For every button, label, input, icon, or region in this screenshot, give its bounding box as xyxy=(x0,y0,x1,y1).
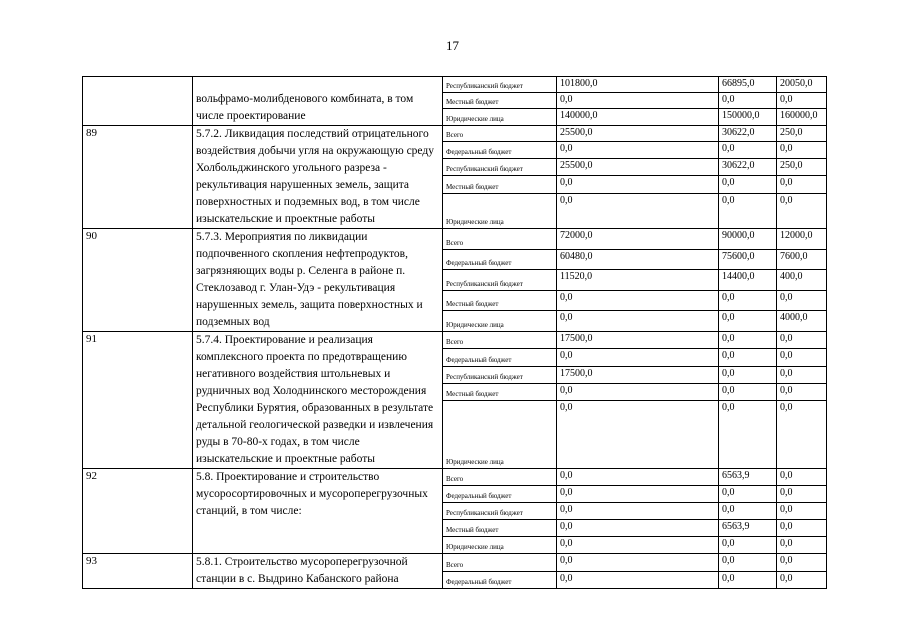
amount-year-3: 0,0 xyxy=(777,349,827,366)
amount-year-1: 0,0 xyxy=(557,571,719,589)
funding-source: Федеральный бюджет xyxy=(443,142,557,159)
amount-year-3: 0,0 xyxy=(777,176,827,193)
amount-year-1: 0,0 xyxy=(557,142,719,159)
amount-year-3: 250,0 xyxy=(777,126,827,142)
funding-source: Юридические лица xyxy=(443,193,557,228)
table-row xyxy=(83,469,827,486)
amount-year-2: 6563,9 xyxy=(719,469,777,486)
amount-year-2: 90000,0 xyxy=(719,229,777,250)
amount-year-2: 0,0 xyxy=(719,332,777,349)
funding-source: Республиканский бюджет xyxy=(443,270,557,291)
amount-year-1: 0,0 xyxy=(557,401,719,469)
amount-year-2: 0,0 xyxy=(719,142,777,159)
amount-year-2: 0,0 xyxy=(719,193,777,228)
amount-year-1: 0,0 xyxy=(557,176,719,193)
table-row xyxy=(83,554,827,572)
measure-description: 5.7.2. Ликвидация последствий отрицательного воздействия добычи угля на окружающую среду Холбольджинского угольного разреза - рекультивация нарушенных земель, защита поверхностных и подземных вод, в том числе изыскательские и проектные работы xyxy=(193,126,443,229)
amount-year-1: 0,0 xyxy=(557,193,719,228)
measure-description: 5.7.3. Мероприятия по ликвидации подпочвенного скопления нефтепродуктов, загрязняющих воды р. Селенга в районе п. Стеклозавод г. Улан-Удэ - рекультивация нарушенных земель, защита поверхностных и подземных вод xyxy=(193,229,443,332)
amount-year-2: 14400,0 xyxy=(719,270,777,291)
amount-year-2: 0,0 xyxy=(719,383,777,400)
amount-year-2: 0,0 xyxy=(719,503,777,520)
amount-year-1: 101800,0 xyxy=(557,77,719,93)
row-number: 91 xyxy=(83,332,193,469)
amount-year-1: 17500,0 xyxy=(557,366,719,383)
table-body xyxy=(83,77,827,589)
funding-source: Всего xyxy=(443,469,557,486)
amount-year-1: 0,0 xyxy=(557,503,719,520)
funding-source: Местный бюджет xyxy=(443,176,557,193)
amount-year-3: 0,0 xyxy=(777,383,827,400)
amount-year-1: 0,0 xyxy=(557,383,719,400)
amount-year-1: 0,0 xyxy=(557,469,719,486)
amount-year-1: 0,0 xyxy=(557,554,719,572)
row-number: 92 xyxy=(83,469,193,554)
amount-year-3: 0,0 xyxy=(777,142,827,159)
funding-source: Федеральный бюджет xyxy=(443,349,557,366)
amount-year-3: 0,0 xyxy=(777,486,827,503)
funding-source: Юридические лица xyxy=(443,311,557,332)
amount-year-1: 60480,0 xyxy=(557,249,719,270)
amount-year-1: 0,0 xyxy=(557,520,719,537)
funding-source: Республиканский бюджет xyxy=(443,503,557,520)
amount-year-3: 0,0 xyxy=(777,554,827,572)
amount-year-2: 6563,9 xyxy=(719,520,777,537)
amount-year-1: 72000,0 xyxy=(557,229,719,250)
table-row xyxy=(83,332,827,349)
row-number: 90 xyxy=(83,229,193,332)
table-row xyxy=(83,126,827,142)
measure-description: вольфрамо-молибденового комбината, в том числе проектирование xyxy=(193,77,443,126)
table-row xyxy=(83,77,827,93)
funding-source: Местный бюджет xyxy=(443,93,557,109)
amount-year-3: 0,0 xyxy=(777,290,827,311)
amount-year-1: 17500,0 xyxy=(557,332,719,349)
funding-source: Республиканский бюджет xyxy=(443,159,557,176)
amount-year-1: 0,0 xyxy=(557,290,719,311)
measure-description: 5.7.4. Проектирование и реализация комплексного проекта по предотвращению негативного воздействия штольневых и рудничных вод Холоднинского месторождения Республики Бурятия, образованных в результате детальной геологической разведки и извлечения руды в 70-80-х годах, в том числе изыскательские и проектные работы xyxy=(193,332,443,469)
row-number xyxy=(83,77,193,126)
table-row xyxy=(83,229,827,250)
funding-source: Республиканский бюджет xyxy=(443,77,557,93)
amount-year-3: 400,0 xyxy=(777,270,827,291)
amount-year-3: 7600,0 xyxy=(777,249,827,270)
amount-year-3: 0,0 xyxy=(777,537,827,554)
measure-description: 5.8. Проектирование и строительство мусоросортировочных и мусороперегрузочных станций, в том числе: xyxy=(193,469,443,554)
amount-year-1: 11520,0 xyxy=(557,270,719,291)
amount-year-3: 0,0 xyxy=(777,193,827,228)
amount-year-2: 0,0 xyxy=(719,311,777,332)
amount-year-3: 160000,0 xyxy=(777,109,827,126)
amount-year-3: 12000,0 xyxy=(777,229,827,250)
amount-year-1: 0,0 xyxy=(557,93,719,109)
amount-year-1: 25500,0 xyxy=(557,126,719,142)
amount-year-3: 250,0 xyxy=(777,159,827,176)
amount-year-2: 0,0 xyxy=(719,290,777,311)
funding-source: Юридические лица xyxy=(443,401,557,469)
amount-year-2: 30622,0 xyxy=(719,126,777,142)
amount-year-2: 0,0 xyxy=(719,401,777,469)
funding-source: Всего xyxy=(443,229,557,250)
amount-year-1: 140000,0 xyxy=(557,109,719,126)
funding-source: Местный бюджет xyxy=(443,290,557,311)
amount-year-2: 0,0 xyxy=(719,554,777,572)
amount-year-1: 0,0 xyxy=(557,486,719,503)
funding-source: Федеральный бюджет xyxy=(443,571,557,589)
funding-source: Федеральный бюджет xyxy=(443,486,557,503)
amount-year-2: 0,0 xyxy=(719,486,777,503)
funding-source: Местный бюджет xyxy=(443,383,557,400)
funding-source: Всего xyxy=(443,554,557,572)
amount-year-1: 0,0 xyxy=(557,537,719,554)
funding-source: Местный бюджет xyxy=(443,520,557,537)
amount-year-2: 0,0 xyxy=(719,176,777,193)
amount-year-1: 25500,0 xyxy=(557,159,719,176)
measure-description: 5.8.1. Строительство мусороперегрузочной станции в с. Выдрино Кабанского района xyxy=(193,554,443,589)
amount-year-3: 0,0 xyxy=(777,520,827,537)
funding-source: Республиканский бюджет xyxy=(443,366,557,383)
amount-year-2: 0,0 xyxy=(719,366,777,383)
funding-source: Юридические лица xyxy=(443,109,557,126)
funding-source: Всего xyxy=(443,126,557,142)
amount-year-2: 0,0 xyxy=(719,571,777,589)
amount-year-2: 150000,0 xyxy=(719,109,777,126)
budget-table xyxy=(82,76,827,589)
amount-year-1: 0,0 xyxy=(557,311,719,332)
row-number: 89 xyxy=(83,126,193,229)
amount-year-2: 0,0 xyxy=(719,537,777,554)
funding-source: Юридические лица xyxy=(443,537,557,554)
amount-year-3: 0,0 xyxy=(777,503,827,520)
amount-year-3: 0,0 xyxy=(777,469,827,486)
page-number: 17 xyxy=(446,38,459,53)
amount-year-3: 0,0 xyxy=(777,366,827,383)
funding-source: Всего xyxy=(443,332,557,349)
amount-year-3: 0,0 xyxy=(777,93,827,109)
amount-year-3: 20050,0 xyxy=(777,77,827,93)
amount-year-2: 30622,0 xyxy=(719,159,777,176)
amount-year-3: 0,0 xyxy=(777,571,827,589)
amount-year-3: 0,0 xyxy=(777,401,827,469)
amount-year-2: 0,0 xyxy=(719,349,777,366)
row-number: 93 xyxy=(83,554,193,589)
amount-year-3: 0,0 xyxy=(777,332,827,349)
amount-year-2: 66895,0 xyxy=(719,77,777,93)
amount-year-3: 4000,0 xyxy=(777,311,827,332)
amount-year-2: 0,0 xyxy=(719,93,777,109)
amount-year-1: 0,0 xyxy=(557,349,719,366)
amount-year-2: 75600,0 xyxy=(719,249,777,270)
funding-source: Федеральный бюджет xyxy=(443,249,557,270)
